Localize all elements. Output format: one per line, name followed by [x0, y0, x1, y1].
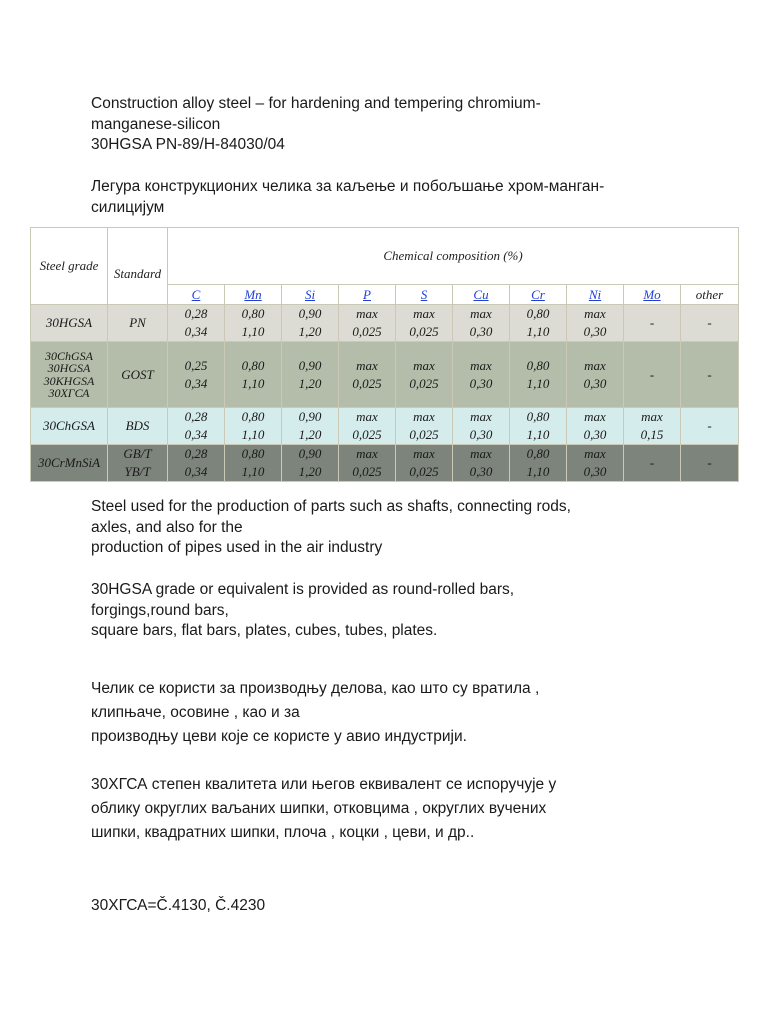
composition-value: 1,20 — [298, 427, 322, 442]
table-row — [31, 305, 739, 342]
composition-value: max — [413, 409, 435, 424]
element-c[interactable] — [168, 285, 225, 305]
composition-value: 0,90 — [298, 409, 322, 424]
chemical-composition-table — [30, 227, 739, 482]
composition-value: max — [470, 409, 492, 424]
steel-grade-name: 30CrMnSiA — [37, 455, 101, 470]
composition-value: 0,30 — [583, 427, 607, 442]
supply-sr-line3: шипки, квадратних шипки, плоча , коцки , цеви, и др.. — [91, 824, 475, 841]
composition-cell-mn — [225, 445, 282, 482]
composition-value: 0,025 — [352, 324, 382, 339]
element-ni-link[interactable]: Ni — [588, 286, 602, 302]
composition-value: max — [584, 409, 606, 424]
element-si-link[interactable]: Si — [304, 286, 316, 302]
composition-cell-other — [681, 305, 739, 342]
composition-cell-ni — [567, 445, 624, 482]
composition-value: 0,025 — [352, 427, 382, 442]
standard-name: GB/T — [123, 446, 152, 461]
element-other: other — [681, 285, 739, 305]
standard-name: PN — [129, 315, 146, 330]
composition-cell-cr — [510, 342, 567, 408]
composition-value: 1,10 — [526, 375, 550, 391]
equivalent-grades: 30ХГСА=Č.4130, Č.4230 — [91, 897, 266, 914]
composition-cell-p — [339, 445, 396, 482]
supply-english — [91, 580, 691, 642]
element-cr-link[interactable]: Cr — [531, 286, 545, 302]
composition-value: 0,80 — [241, 357, 265, 373]
composition-cell-cr — [510, 305, 567, 342]
composition-value: 0,30 — [469, 427, 493, 442]
element-mo[interactable] — [624, 285, 681, 305]
composition-cell-s — [396, 342, 453, 408]
composition-value: max — [356, 306, 378, 321]
composition-cell-other — [681, 445, 739, 482]
composition-cell-cu — [453, 342, 510, 408]
standard-name: GOST — [121, 366, 154, 382]
composition-cell-mo — [624, 445, 681, 482]
element-cu-link[interactable]: Cu — [473, 286, 489, 302]
composition-value: 1,10 — [241, 427, 265, 442]
composition-value: 0,30 — [583, 375, 607, 391]
composition-value: 1,10 — [241, 375, 265, 391]
composition-cell-s — [396, 445, 453, 482]
usage-en-line2: axles, and also for the — [91, 518, 243, 536]
composition-cell-cu — [453, 305, 510, 342]
composition-value: max — [584, 306, 606, 321]
steel-grade-cell — [31, 408, 108, 445]
supply-sr-line2: облику округлих ваљаних шипки, отковцима , округлих вучених — [91, 800, 547, 817]
composition-cell-mn — [225, 305, 282, 342]
composition-value: 1,10 — [241, 324, 265, 339]
composition-value: 0,90 — [298, 357, 322, 373]
composition-value: 0,025 — [409, 464, 439, 479]
composition-cell-ni — [567, 408, 624, 445]
standard-cell — [108, 305, 168, 342]
steel-grade-cell — [31, 445, 108, 482]
composition-value: 0,30 — [583, 324, 607, 339]
composition-value: 0,90 — [298, 306, 322, 321]
composition-cell-cr — [510, 408, 567, 445]
composition-cell-s — [396, 408, 453, 445]
element-cr[interactable] — [510, 285, 567, 305]
composition-value: max — [356, 357, 378, 373]
standard-name: YB/T — [124, 464, 151, 479]
composition-cell-mn — [225, 408, 282, 445]
composition-value: 1,20 — [298, 324, 322, 339]
composition-value: 0,025 — [352, 464, 382, 479]
composition-value: max — [356, 446, 378, 461]
header-steel-grade: Steel grade — [31, 228, 108, 305]
steel-grade-name: 30HGSA — [45, 315, 93, 330]
intro-serbian — [91, 177, 691, 218]
table-row — [31, 342, 739, 408]
table-row — [31, 445, 739, 482]
composition-value: 1,10 — [526, 464, 550, 479]
steel-grade-name: 30KHGSA — [43, 373, 95, 388]
composition-value: 0,30 — [469, 464, 493, 479]
composition-value: 0,80 — [241, 446, 265, 461]
composition-value: 1,20 — [298, 375, 322, 391]
composition-value: 0,80 — [241, 306, 265, 321]
composition-cell-c — [168, 445, 225, 482]
supply-en-line2: forgings,round bars, — [91, 601, 229, 619]
composition-value: max — [413, 446, 435, 461]
steel-grade-cell — [31, 342, 108, 408]
composition-value: 1,10 — [526, 324, 550, 339]
composition-value: max — [470, 357, 492, 373]
composition-value: 0,34 — [184, 324, 208, 339]
composition-cell-c — [168, 342, 225, 408]
composition-cell-ni — [567, 342, 624, 408]
composition-cell-mo — [624, 342, 681, 408]
composition-value: 0,025 — [409, 427, 439, 442]
usage-en-line3: production of pipes used in the air industry — [91, 539, 383, 556]
composition-cell-c — [168, 305, 225, 342]
composition-cell-p — [339, 408, 396, 445]
composition-cell-ni — [567, 305, 624, 342]
composition-value: 1,20 — [298, 464, 322, 479]
usage-sr-line1: Челик се користи за производњу делова, као што су вратила , — [91, 680, 540, 697]
composition-value: 1,10 — [241, 464, 265, 479]
composition-cell-si — [282, 408, 339, 445]
composition-value: - — [649, 366, 655, 382]
composition-value: max — [584, 446, 606, 461]
steel-grade-name: 30XГСА — [48, 386, 90, 400]
composition-value: 0,34 — [184, 375, 208, 391]
composition-value: 0,30 — [469, 375, 493, 391]
composition-value: 0,80 — [526, 306, 550, 321]
element-c-link[interactable]: C — [191, 286, 201, 302]
composition-cell-cr — [510, 445, 567, 482]
composition-cell-mo — [624, 408, 681, 445]
supply-en-line3: square bars, flat bars, plates, cubes, tubes, plates. — [91, 622, 438, 639]
composition-value: max — [413, 357, 435, 373]
composition-value: max — [584, 357, 606, 373]
composition-value: - — [649, 455, 655, 470]
steel-grade-name: 30ChGSA — [45, 348, 93, 363]
element-mo-link[interactable]: Mo — [643, 286, 661, 302]
composition-value: 0,34 — [184, 427, 208, 442]
usage-sr-line3: производњу цеви које се користе у авио индустрији. — [91, 728, 467, 745]
doc-title-line2: manganese-silicon — [91, 115, 221, 133]
composition-value: 0,80 — [526, 409, 550, 424]
composition-value: 0,28 — [184, 446, 208, 461]
composition-value: 0,025 — [409, 375, 439, 391]
element-p[interactable] — [339, 285, 396, 305]
composition-cell-cu — [453, 408, 510, 445]
usage-english — [91, 497, 691, 559]
composition-value: 1,10 — [526, 427, 550, 442]
composition-value: 0,34 — [184, 464, 208, 479]
header-chemical-composition: Chemical composition (%) — [168, 228, 739, 285]
composition-cell-mo — [624, 305, 681, 342]
usage-en-line1: Steel used for the production of parts such as shafts, connecting rods, — [91, 498, 571, 515]
composition-value: 0,25 — [184, 357, 208, 373]
composition-value: - — [707, 366, 712, 382]
composition-cell-other — [681, 342, 739, 408]
composition-cell-cu — [453, 445, 510, 482]
standard-name: BDS — [125, 418, 150, 433]
standard-cell — [108, 342, 168, 408]
element-ni[interactable] — [567, 285, 624, 305]
supply-en-line1: 30HGSA grade or equivalent is provided as round-rolled bars, — [91, 581, 515, 598]
composition-value: 0,30 — [469, 324, 493, 339]
composition-value: - — [649, 315, 655, 330]
standard-cell — [108, 408, 168, 445]
steel-grade-name: 30HGSA — [47, 361, 91, 375]
steel-grade-cell — [31, 305, 108, 342]
header-standard: Standard — [108, 228, 168, 305]
composition-cell-s — [396, 305, 453, 342]
doc-standard: 30HGSA PN-89/H-84030/04 — [91, 136, 285, 153]
composition-value: - — [707, 315, 712, 330]
composition-cell-p — [339, 305, 396, 342]
composition-value: 0,80 — [526, 357, 550, 373]
doc-title-line1: Construction alloy steel – for hardening and tempering chromium- — [91, 95, 541, 112]
composition-cell-si — [282, 305, 339, 342]
element-cu[interactable] — [453, 285, 510, 305]
element-s-link[interactable]: S — [420, 286, 428, 302]
standard-cell — [108, 445, 168, 482]
element-s[interactable] — [396, 285, 453, 305]
composition-value: 0,15 — [640, 427, 664, 442]
composition-value: - — [707, 418, 712, 433]
cyr-title-line1: Легура конструкционих челика за каљење и побољшање хром-манган- — [91, 178, 605, 195]
composition-value: max — [413, 306, 435, 321]
composition-value: 0,80 — [241, 409, 265, 424]
supply-sr-line1: 30ХГСА степен квалитета или његов еквивалент се испоручује у — [91, 776, 557, 793]
composition-cell-p — [339, 342, 396, 408]
steel-grade-name: 30ChGSA — [43, 418, 95, 433]
composition-value: 0,28 — [184, 409, 208, 424]
usage-sr-line2: клипњаче, осовине , као и за — [91, 704, 300, 721]
composition-value: 0,90 — [298, 446, 322, 461]
composition-value: 0,025 — [352, 375, 382, 391]
composition-value: max — [356, 409, 378, 424]
element-mn[interactable] — [225, 285, 282, 305]
composition-cell-mn — [225, 342, 282, 408]
composition-cell-si — [282, 445, 339, 482]
cyr-title-line2: силицијум — [91, 198, 165, 216]
composition-cell-other — [681, 408, 739, 445]
composition-cell-c — [168, 408, 225, 445]
element-mn-link[interactable]: Mn — [244, 286, 262, 302]
composition-value: max — [641, 409, 663, 424]
composition-value: 0,80 — [526, 446, 550, 461]
element-p-link[interactable]: P — [363, 286, 371, 302]
composition-value: - — [707, 455, 712, 470]
element-si[interactable] — [282, 285, 339, 305]
composition-cell-si — [282, 342, 339, 408]
usage-serbian — [91, 677, 691, 749]
table-body — [31, 305, 739, 482]
intro-english — [91, 94, 691, 156]
composition-value: 0,28 — [184, 306, 208, 321]
composition-value: max — [470, 446, 492, 461]
composition-value: max — [470, 306, 492, 321]
composition-value: 0,025 — [409, 324, 439, 339]
supply-serbian — [91, 773, 691, 845]
table-row — [31, 408, 739, 445]
composition-value: 0,30 — [583, 464, 607, 479]
